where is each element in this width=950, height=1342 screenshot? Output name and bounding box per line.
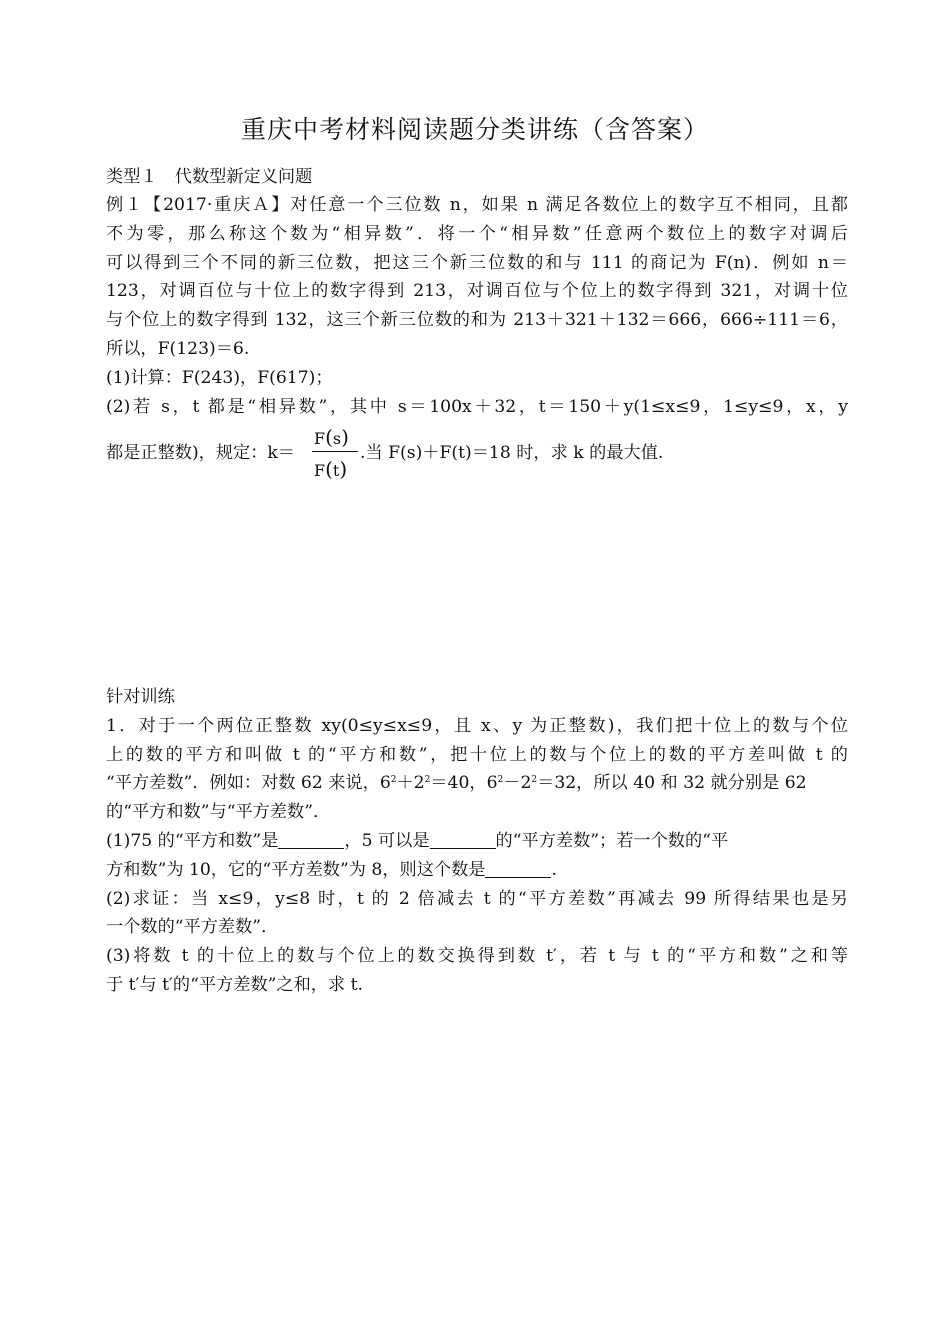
section-heading: [106, 163, 848, 192]
document-title: 重庆中考材料阅读题分类讲练（含答案）: [240, 115, 709, 144]
practice-line: 上的数的平方和叫做 t 的“平方和数”，把十位上的数与个位上的数的平方差叫做 t 的: [106, 744, 848, 765]
example-line: 不为零，那么称这个数为“相异数”．将一个“相异数”任意两个数位上的数字对调后: [106, 223, 848, 244]
practice-line: 1．对于一个两位正整数 xy(0≤y≤x≤9，且 x、y 为正整数)，我们把十位上的数与个位: [106, 715, 848, 736]
example-line: 可以得到三个不同的新三位数，把这三个新三位数的和与 111 的商记为 F(n)．例如 n＝: [106, 252, 848, 273]
practice-question-2: (2)求证：当 x≤9，y≤8 时，t 的 2 倍减去 t 的“平方差数”再减去 99 所得结果也是另: [106, 888, 848, 909]
practice-line: 的“平方和数”与“平方差数”．: [106, 802, 331, 823]
example-line: 123，对调百位与十位上的数字得到 213，对调百位与个位上的数字得到 321，对调十位: [106, 281, 848, 302]
practice-heading: 针对训练: [106, 687, 175, 707]
practice-question-1: (1)75 的“平方和数”是 ，5 可以是 的“平方差数”；若一个数的“平: [106, 830, 729, 851]
example-question-1: (1)计算：F(243)，F(617)；: [106, 367, 333, 388]
fraction-numerator: F(s): [314, 425, 349, 450]
fraction-k: [308, 421, 368, 485]
example-question-2-formula: [106, 421, 848, 485]
practice-question-2-cont: 一个数的“平方差数”．: [106, 917, 279, 938]
example-1: [106, 191, 848, 485]
example-line: 与个位上的数字得到 132，这三个新三位数的和为 213＋321＋132＝666，666÷111＝6，: [106, 310, 848, 331]
answer-blank[interactable]: [485, 859, 551, 878]
practice-question-1-cont: 方和数”为 10，它的“平方差数”为 8，则这个数是 .: [106, 859, 557, 880]
formula-lead: 都是正整数)，规定：k＝: [106, 443, 295, 464]
practice-question-3: (3)将数 t 的十位上的数与个位上的数交换得到数 t′，若 t 与 t 的“平方和数”之和等: [106, 946, 848, 967]
example-line: 例１【2017·重庆Ａ】对任意一个三位数 n，如果 n 满足各数位上的数字互不相同，且都: [106, 195, 848, 215]
section-title: 类型１ 代数型新定义问题: [106, 167, 313, 187]
practice-question-3-cont: 于 t′与 t′的“平方差数”之和，求 t.: [106, 974, 364, 995]
practice-line-example: “平方差数”．例如：对数 62 来说，$6^2+2^2=40$，$6^2-2^2=32$，所以 40 和 32 就分别是 62: [106, 773, 807, 794]
example-line: 所以，F(123)＝6.: [106, 338, 250, 359]
answer-blank[interactable]: [430, 830, 496, 849]
formula-tail: .当 F(s)＋F(t)＝18 时，求 k 的最大值.: [360, 443, 664, 464]
fraction-denominator: F(t): [314, 457, 348, 482]
example-question-2: (2)若 s，t 都是“相异数”，其中 s＝100x＋32，t＝150＋y(1≤x≤9，1≤y≤9，x，y: [106, 396, 848, 417]
fraction-bar: [312, 451, 358, 452]
practice-section: [106, 683, 848, 1000]
answer-blank[interactable]: [278, 830, 344, 849]
